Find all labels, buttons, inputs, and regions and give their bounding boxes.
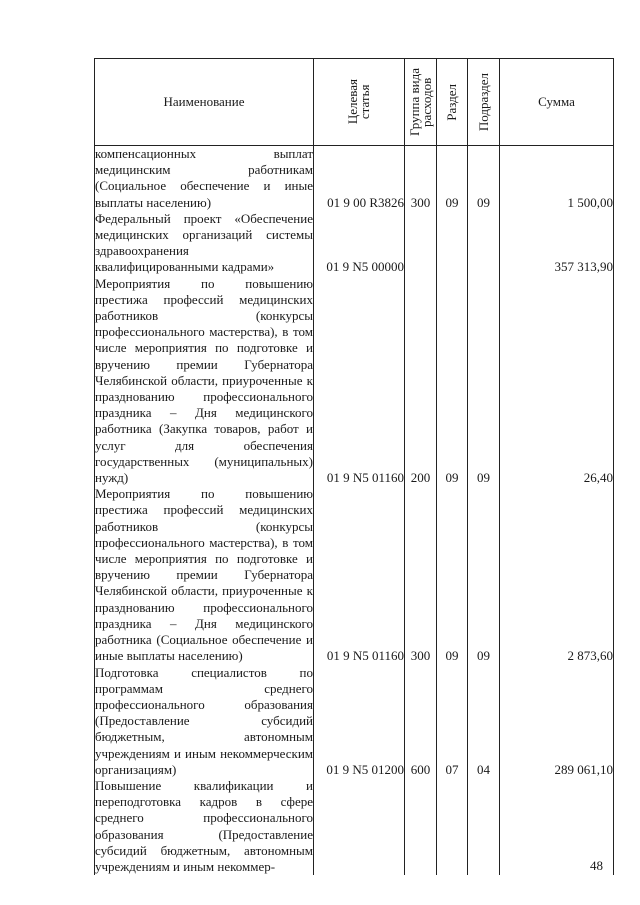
row-target-article xyxy=(314,778,405,875)
row-section: 09 xyxy=(437,486,468,664)
table-row xyxy=(95,146,614,211)
row-expense-group: 300 xyxy=(405,486,437,664)
row-name: Мероприятия по повышению престижа профессий медицинских работников (конкурсы профессионального мастерства), в том числе мероприятия по подготовке и вручению премии Губернатора Челябинской области, приуроченные к празднованию профессионального праздника – Дня медицинского работника (Закупка товаров, работ и услуг для обеспечения государственных (муниципальных) нужд) xyxy=(95,275,313,486)
row-amount: 1 500,00 xyxy=(500,146,614,211)
header-name: Наименование xyxy=(95,59,314,146)
row-amount: 289 061,10 xyxy=(500,665,614,778)
table-row xyxy=(95,211,614,276)
row-amount: 26,40 xyxy=(500,276,614,487)
row-name: Мероприятия по повышению престижа профессий медицинских работников (конкурсы профессионального мастерства), в том числе мероприятия по подготовке и вручению премии Губернатора Челябинской области, приуроченные к празднованию профессионального праздника – Дня медицинского работника (Социальное обеспечение и иные выплаты населению) xyxy=(95,486,313,664)
row-name: компенсационных выплат медицинским работникам (Социальное обеспечение и иные выплаты населению) xyxy=(95,146,313,210)
row-section: 07 xyxy=(437,665,468,778)
row-section xyxy=(437,211,468,276)
table-row xyxy=(95,665,614,778)
row-name: Повышение квалификации и переподготовка кадров в сфере среднего профессионального образования (Предоставление субсидий бюджетным, автономным учреждениям и иным некоммер- xyxy=(95,777,313,874)
row-subsection xyxy=(468,778,500,875)
row-target-article: 01 9 N5 01160 xyxy=(314,486,405,664)
row-target-article: 01 9 N5 01160 xyxy=(314,276,405,487)
table-row xyxy=(95,486,614,664)
row-subsection: 09 xyxy=(468,276,500,487)
row-expense-group: 200 xyxy=(405,276,437,487)
row-section: 09 xyxy=(437,146,468,211)
row-subsection: 09 xyxy=(468,486,500,664)
row-section xyxy=(437,778,468,875)
row-expense-group xyxy=(405,211,437,276)
header-target-article: Целевая статья xyxy=(314,59,405,146)
row-subsection: 04 xyxy=(468,665,500,778)
page-number: 48 xyxy=(590,858,603,873)
header-section: Раздел xyxy=(437,59,468,146)
table-header xyxy=(95,59,614,146)
row-amount: 2 873,60 xyxy=(500,486,614,664)
row-target-article: 01 9 N5 00000 xyxy=(314,211,405,276)
row-section: 09 xyxy=(437,276,468,487)
row-name: Подготовка специалистов по программам среднего профессионального образования (Предоставление субсидий бюджетным, автономным учреждениям и иным некоммерческим организациям) xyxy=(95,664,313,777)
row-subsection xyxy=(468,211,500,276)
header-subsection: Подраздел xyxy=(468,59,500,146)
table-row xyxy=(95,778,614,875)
row-name: Федеральный проект «Обеспечение медицинских организаций системы здравоохранения квалифицированными кадрами» xyxy=(95,210,313,275)
row-target-article: 01 9 00 R3826 xyxy=(314,146,405,211)
table-row xyxy=(95,276,614,487)
row-expense-group: 300 xyxy=(405,146,437,211)
row-amount: 357 313,90 xyxy=(500,211,614,276)
header-expense-group: Группа вида расходов xyxy=(405,59,437,146)
budget-table xyxy=(94,58,614,875)
row-subsection: 09 xyxy=(468,146,500,211)
header-amount: Сумма xyxy=(500,59,614,146)
row-expense-group xyxy=(405,778,437,875)
row-expense-group: 600 xyxy=(405,665,437,778)
row-target-article: 01 9 N5 01200 xyxy=(314,665,405,778)
